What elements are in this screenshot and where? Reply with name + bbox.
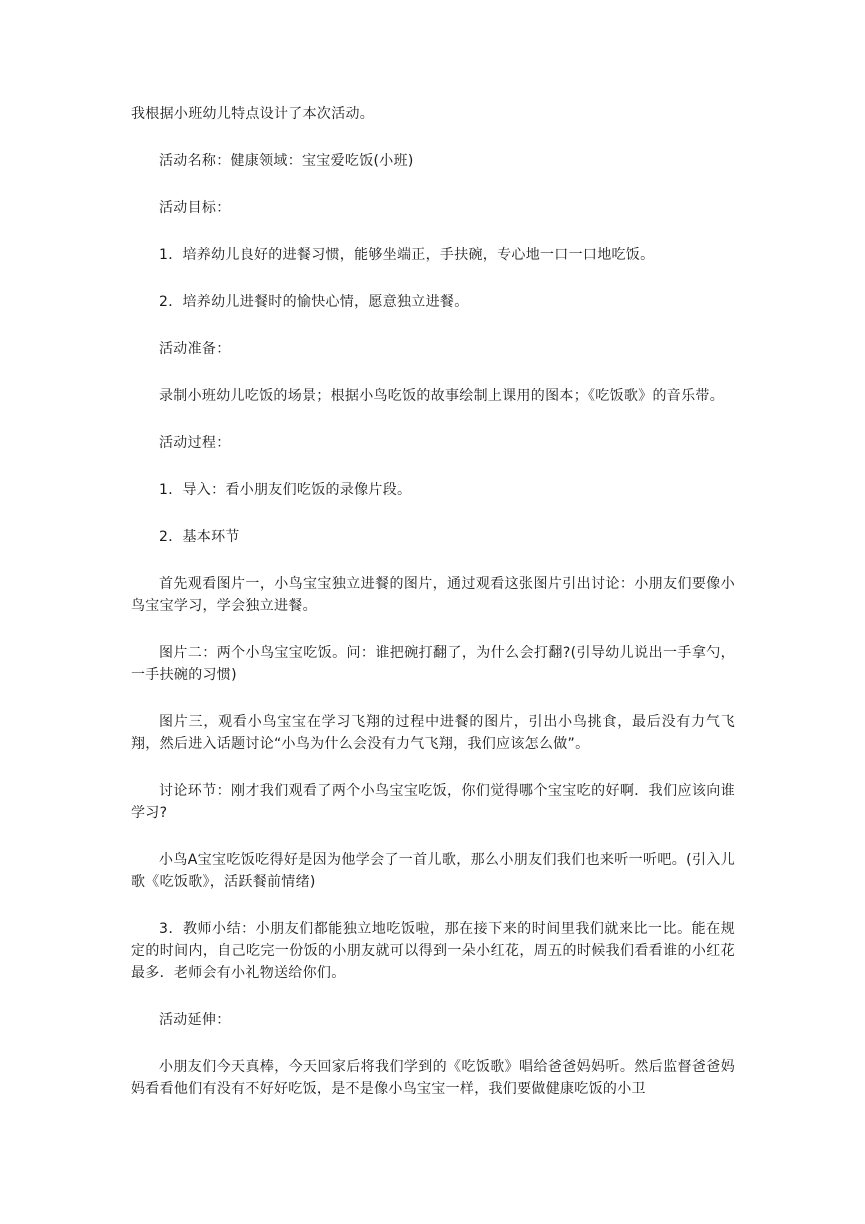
paragraph-teacher-summary: 3．教师小结：小朋友们都能独立地吃饭啦，那在接下来的时间里我们就来比一比。能在规定的时间内，自己吃完一份饭的小朋友就可以得到一朵小红花，周五的时候我们看看谁的小红花最多．老师会有小礼物送给你们。 <box>131 921 735 981</box>
heading-activity-extension: 活动延伸： <box>159 1012 231 1028</box>
document-body <box>131 103 735 1125</box>
paragraph-song: 小鸟A宝宝吃饭吃得好是因为他学会了一首儿歌，那么小朋友们我们也来听一听吧。(引入儿歌《吃饭歌》，活跃餐前情绪) <box>131 852 735 890</box>
paragraph-intro: 我根据小班幼儿特点设计了本次活动。 <box>131 106 375 122</box>
paragraph-process-1: 1．导入：看小朋友们吃饭的录像片段。 <box>159 482 412 498</box>
heading-activity-goals: 活动目标： <box>159 200 231 216</box>
paragraph-activity-name: 活动名称：健康领域：宝宝爱吃饭(小班) <box>159 153 414 169</box>
paragraph-discussion: 讨论环节：刚才我们观看了两个小鸟宝宝吃饭，你们觉得哪个宝宝吃的好啊．我们应该向谁学习? <box>131 783 735 821</box>
paragraph-picture-2: 图片二：两个小鸟宝宝吃饭。问：谁把碗打翻了，为什么会打翻?(引导幼儿说出一手拿勺，一手扶碗的习惯) <box>131 645 735 683</box>
paragraph-goal-2: 2．培养幼儿进餐时的愉快心情，愿意独立进餐。 <box>159 294 469 310</box>
paragraph-process-2: 2．基本环节 <box>159 529 240 545</box>
heading-activity-process: 活动过程： <box>159 435 231 451</box>
paragraph-goal-1: 1．培养幼儿良好的进餐习惯，能够坐端正，手扶碗，专心地一口一口地吃饭。 <box>159 247 655 263</box>
paragraph-picture-3: 图片三，观看小鸟宝宝在学习飞翔的过程中进餐的图片，引出小鸟挑食，最后没有力气飞翔，然后进入话题讨论“小鸟为什么会没有力气飞翔，我们应该怎么做”。 <box>131 714 735 752</box>
paragraph-extension: 小朋友们今天真棒，今天回家后将我们学到的《吃饭歌》唱给爸爸妈妈听。然后监督爸爸妈妈看看他们有没有不好好吃饭，是不是像小鸟宝宝一样，我们要做健康吃饭的小卫 <box>131 1059 735 1097</box>
heading-activity-preparation: 活动准备： <box>159 341 231 357</box>
paragraph-preparation: 录制小班幼儿吃饭的场景；根据小鸟吃饭的故事绘制上课用的图本；《吃饭歌》的音乐带。 <box>159 388 724 404</box>
paragraph-picture-1: 首先观看图片一，小鸟宝宝独立进餐的图片，通过观看这张图片引出讨论：小朋友们要像小鸟宝宝学习，学会独立进餐。 <box>131 576 735 614</box>
